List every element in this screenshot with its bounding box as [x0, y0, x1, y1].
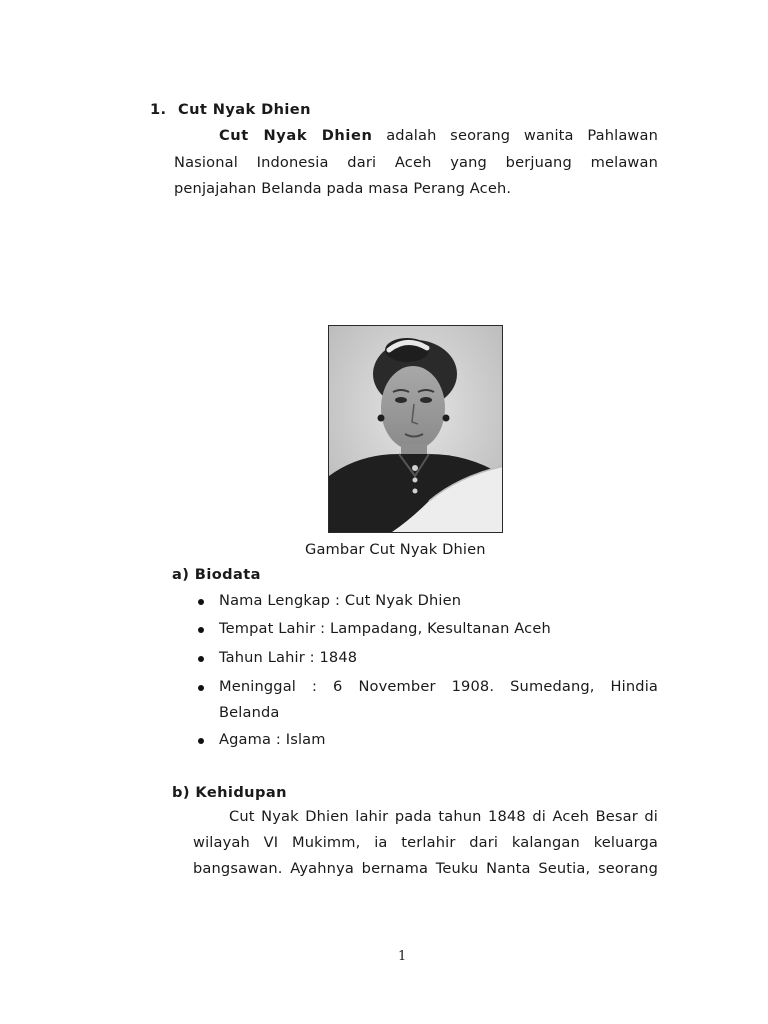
- bullet-icon: [198, 685, 204, 691]
- bullet-icon: [198, 599, 204, 605]
- list-item-text: Meninggal : 6 November 1908. Sumedang, Hindia: [219, 678, 658, 695]
- list-item-text-continued: Belanda: [219, 704, 280, 721]
- portrait-icon: [329, 326, 503, 533]
- kehidupan-line-1: Cut Nyak Dhien lahir pada tahun 1848 di Aceh Besar di: [229, 808, 658, 825]
- list-item-text: Tempat Lahir : Lampadang, Kesultanan Aceh: [219, 620, 551, 637]
- section-number: 1.: [150, 101, 167, 118]
- section-heading: [150, 101, 311, 118]
- kehidupan-line-2: wilayah VI Mukimm, ia terlahir dari kalangan keluarga: [193, 834, 658, 851]
- intro-bold-name: Cut Nyak Dhien: [219, 127, 373, 144]
- biodata-heading: a) Biodata: [172, 566, 261, 583]
- bullet-icon: [198, 738, 204, 744]
- portrait-photo: [328, 325, 503, 533]
- list-item-text: Nama Lengkap : Cut Nyak Dhien: [219, 592, 462, 609]
- list-item-text: Tahun Lahir : 1848: [219, 649, 358, 666]
- bullet-icon: [198, 656, 204, 662]
- bullet-icon: [198, 627, 204, 633]
- figure-caption: Gambar Cut Nyak Dhien: [305, 541, 486, 558]
- intro-line-2: Nasional Indonesia dari Aceh yang berjuang melawan: [174, 154, 658, 171]
- list-item-text: Agama : Islam: [219, 731, 326, 748]
- kehidupan-heading: b) Kehidupan: [172, 784, 287, 801]
- intro-line-1-rest: adalah seorang wanita Pahlawan: [386, 127, 658, 144]
- page-number: 1: [398, 949, 407, 964]
- intro-line-1: [219, 127, 658, 144]
- kehidupan-line-3: bangsawan. Ayahnya bernama Teuku Nanta Seutia, seorang: [193, 860, 658, 877]
- section-title: Cut Nyak Dhien: [177, 101, 311, 118]
- intro-line-3: penjajahan Belanda pada masa Perang Aceh.: [174, 180, 512, 197]
